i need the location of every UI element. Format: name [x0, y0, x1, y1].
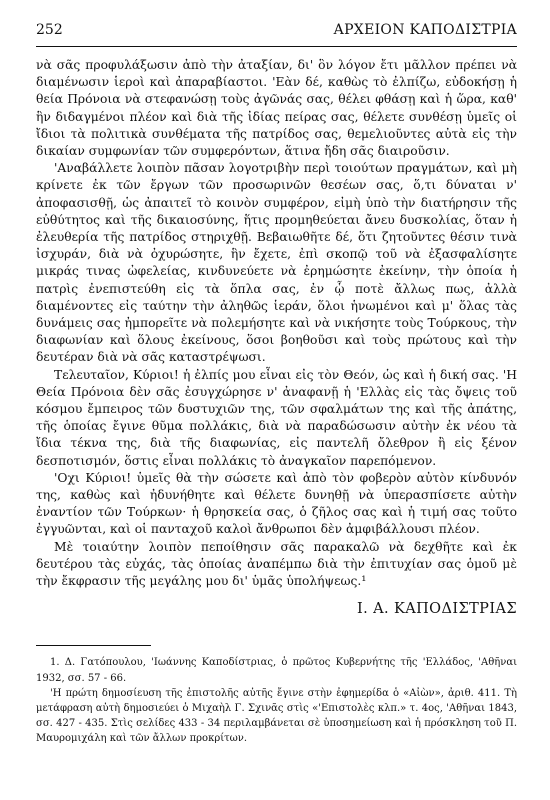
- paragraph-4: 'Οχι Κύριοι! ὑμεῖς θὰ τὴν σώσετε καὶ ἀπὸ τὸν φοβερὸν αὐτὸν κίνδυνόν της, καθὼς καὶ ἠδυνήθητε καὶ θέλετε δυνηθῇ νὰ ὑπερασπίσετε αὐτὴν ἐναντίον τῶν Τούρκων· ἡ θρησκεία σας, ὁ ζῆλος σας καὶ ἡ τιμή σας τοῦτο ἐγγυῶνται, καὶ οἱ πανταχοῦ καλοὶ ἄνθρωποι δὲν ἀμφιβάλλουσι πλέον.: [36, 470, 517, 537]
- footnote-divider: [36, 645, 151, 646]
- signature: Ι. Α. ΚΑΠΟΔΙΣΤΡΙΑΣ: [356, 601, 517, 618]
- page-header: [36, 22, 517, 47]
- footnote-1: 1. Δ. Γατόπουλου, 'Ιωάννης Καποδίστριας, ὁ πρῶτος Κυβερνήτης τῆς 'Ελλάδος, 'Αθῆναι 1932, σσ. 57 - 66.: [36, 657, 517, 684]
- page-number: 252: [36, 22, 63, 38]
- footnote-2: 'Η πρώτη δημοσίευση τῆς ἐπιστολῆς αὐτῆς ἔγινε στὴν ἐφημερίδα ὁ «Αἰὼν», ἀριθ. 411. Τὴ μετάφραση αὐτὴ δημοσιεύει ὁ Μιχαὴλ Γ. Σχινᾶς στὶς «'Επιστολὲς κλπ.» τ. 4ος, 'Αθῆναι 1843, σσ. 427 - 435. Στὶς σελίδες 433 - 34 περιλαμβάνεται σὲ ὑποσημείωση καὶ ἡ πρόσκληση τοῦ Π. Μαυρομιχάλη καὶ τῶν ἄλλων προκρίτων.: [36, 687, 517, 745]
- paragraph-3: Τελευταῖον, Κύριοι! ἡ ἐλπίς μου εἶναι εἰς τὸν Θεόν, ὡς καὶ ἡ δική σας. 'Η Θεία Πρόνοια δὲν σᾶς ἐσυγχώρησε ν' ἀναφανῇ ἡ 'Ελλὰς εἰς τὰς ὄψεις τοῦ κόσμου ἔμπειρος τῶν δυστυχιῶν της, τῶν σφαλμάτων της καὶ τῆς ἀπάτης, τῆς ὁποίας ἔγινε θῦμα πολλάκις, διὰ νὰ παραδώσωσιν αὐτὴν ἐκ νέου τὰ ἴδια τέκνα της, διὰ τῆς διαφωνίας, εἰς παντελῆ ὄλεθρον ἢ εἰς ξένον δεσποτισμόν, ὅστις εἶναι πολλάκις τὸ ἀναγκαῖον παρεπόμενον.: [36, 367, 517, 468]
- paragraph-5: Μὲ τοιαύτην λοιπὸν πεποίθησιν σᾶς παρακαλῶ νὰ δεχθῆτε καὶ ἐκ δευτέρου τὰς εὐχάς, τὰς ὁποίας ἀναπέμπω διὰ τὴν ἐπιτυχίαν σας ὁμοῦ μὲ τὴν ἔκφρασιν τῆς μεγάλης μου δι' ὑμᾶς ὑπολήψεως.¹: [36, 539, 517, 589]
- paragraph-1: νὰ σᾶς προφυλάξωσιν ἀπὸ τὴν ἀταξίαν, δι' ὃν λόγον ἔτι μᾶλλον πρέπει νὰ διαμένωσιν ἱεροὶ καὶ ἀπαραβίαστοι. 'Εὰν δέ, καθὼς τὸ ἐλπίζω, εὐδοκήσῃ ἡ θεία Πρόνοια νὰ στεφανώσῃ τοὺς ἀγῶνάς σας, θέλει φθάσῃ καὶ ἡ ὥρα, καθ' ἣν διδαγμένοι πλέον καὶ διὰ τῆς ἰδίας πείρας σας, θέλετε συνθέσῃ ὑμεῖς οἱ ἴδιοι τὰ πολιτικὰ συνθέματα τῆς πατρίδος σας, θεμελιοῦντες αὐτὰ εἰς τὴν δικαίαν συμφωνίαν τῶν συμφερόντων, ἅτινα ἤδη σᾶς διαιροῦσιν.: [36, 58, 517, 159]
- paragraph-2: 'Αναβάλλετε λοιπὸν πᾶσαν λογοτριβὴν περὶ τοιούτων πραγμάτων, καὶ μὴ κρίνετε ἐκ τῶν ἔργων τῶν προσωρινῶν θεσέων σας, ὅ,τι δύναται ν' ἀποφασισθῇ, ὡς ἀπαιτεῖ τὸ κοινὸν συμφέρον, εἰμὴ ὑπὸ τὴν διατήρησιν τῆς εὐθύτητος καὶ τῆς δικαιοσύνης, ἥτις προμηθεύεται ἄνευ δυσκολίας, ὅταν ἡ ἐλευθερία τῆς πατρίδος στηριχθῇ. Βεβαιωθῆτε δέ, ὅτι ζητοῦντες θέσιν τινὰ ἰσχυράν, διὰ νὰ ὀχυρώσητε, ἣν ἔχετε, ἐπὶ σκοπῷ τοῦ νὰ ἐξασφαλίσητε μικράς τινας ὠφελείας, κινδυνεύετε νὰ ἐρημώσητε ἐκείνην, τὴν ὁποία ἡ πατρὶς ἐνεπιστεύθη εἰς τὰ ὅπλα σας, ἐν ᾧ ποτὲ ἄλλως πως, ἀλλὰ διαμένοντες εἰς ταύτην τὴν ἀληθῶς ἱεράν, ὅλοι ἡνωμένοι καὶ μ' ὅλας τὰς δυνάμεις σας ἠμπορεῖτε νὰ πολεμήσητε καὶ νὰ νικήσητε τοὺς Τούρκους, τὴν διαφωνίαν καὶ ὅλους ἐκείνους, ὅσοι βοηθοῦσι καὶ τοὺς πρώτους καὶ τὴν δευτέραν διὰ νὰ σᾶς καταστρέψωσι.: [36, 161, 517, 365]
- running-head: ΑΡΧΕΙΟΝ ΚΑΠΟΔΙΣΤΡΙΑ: [333, 22, 517, 38]
- letter-body: [36, 57, 517, 590]
- footnotes: [36, 655, 517, 746]
